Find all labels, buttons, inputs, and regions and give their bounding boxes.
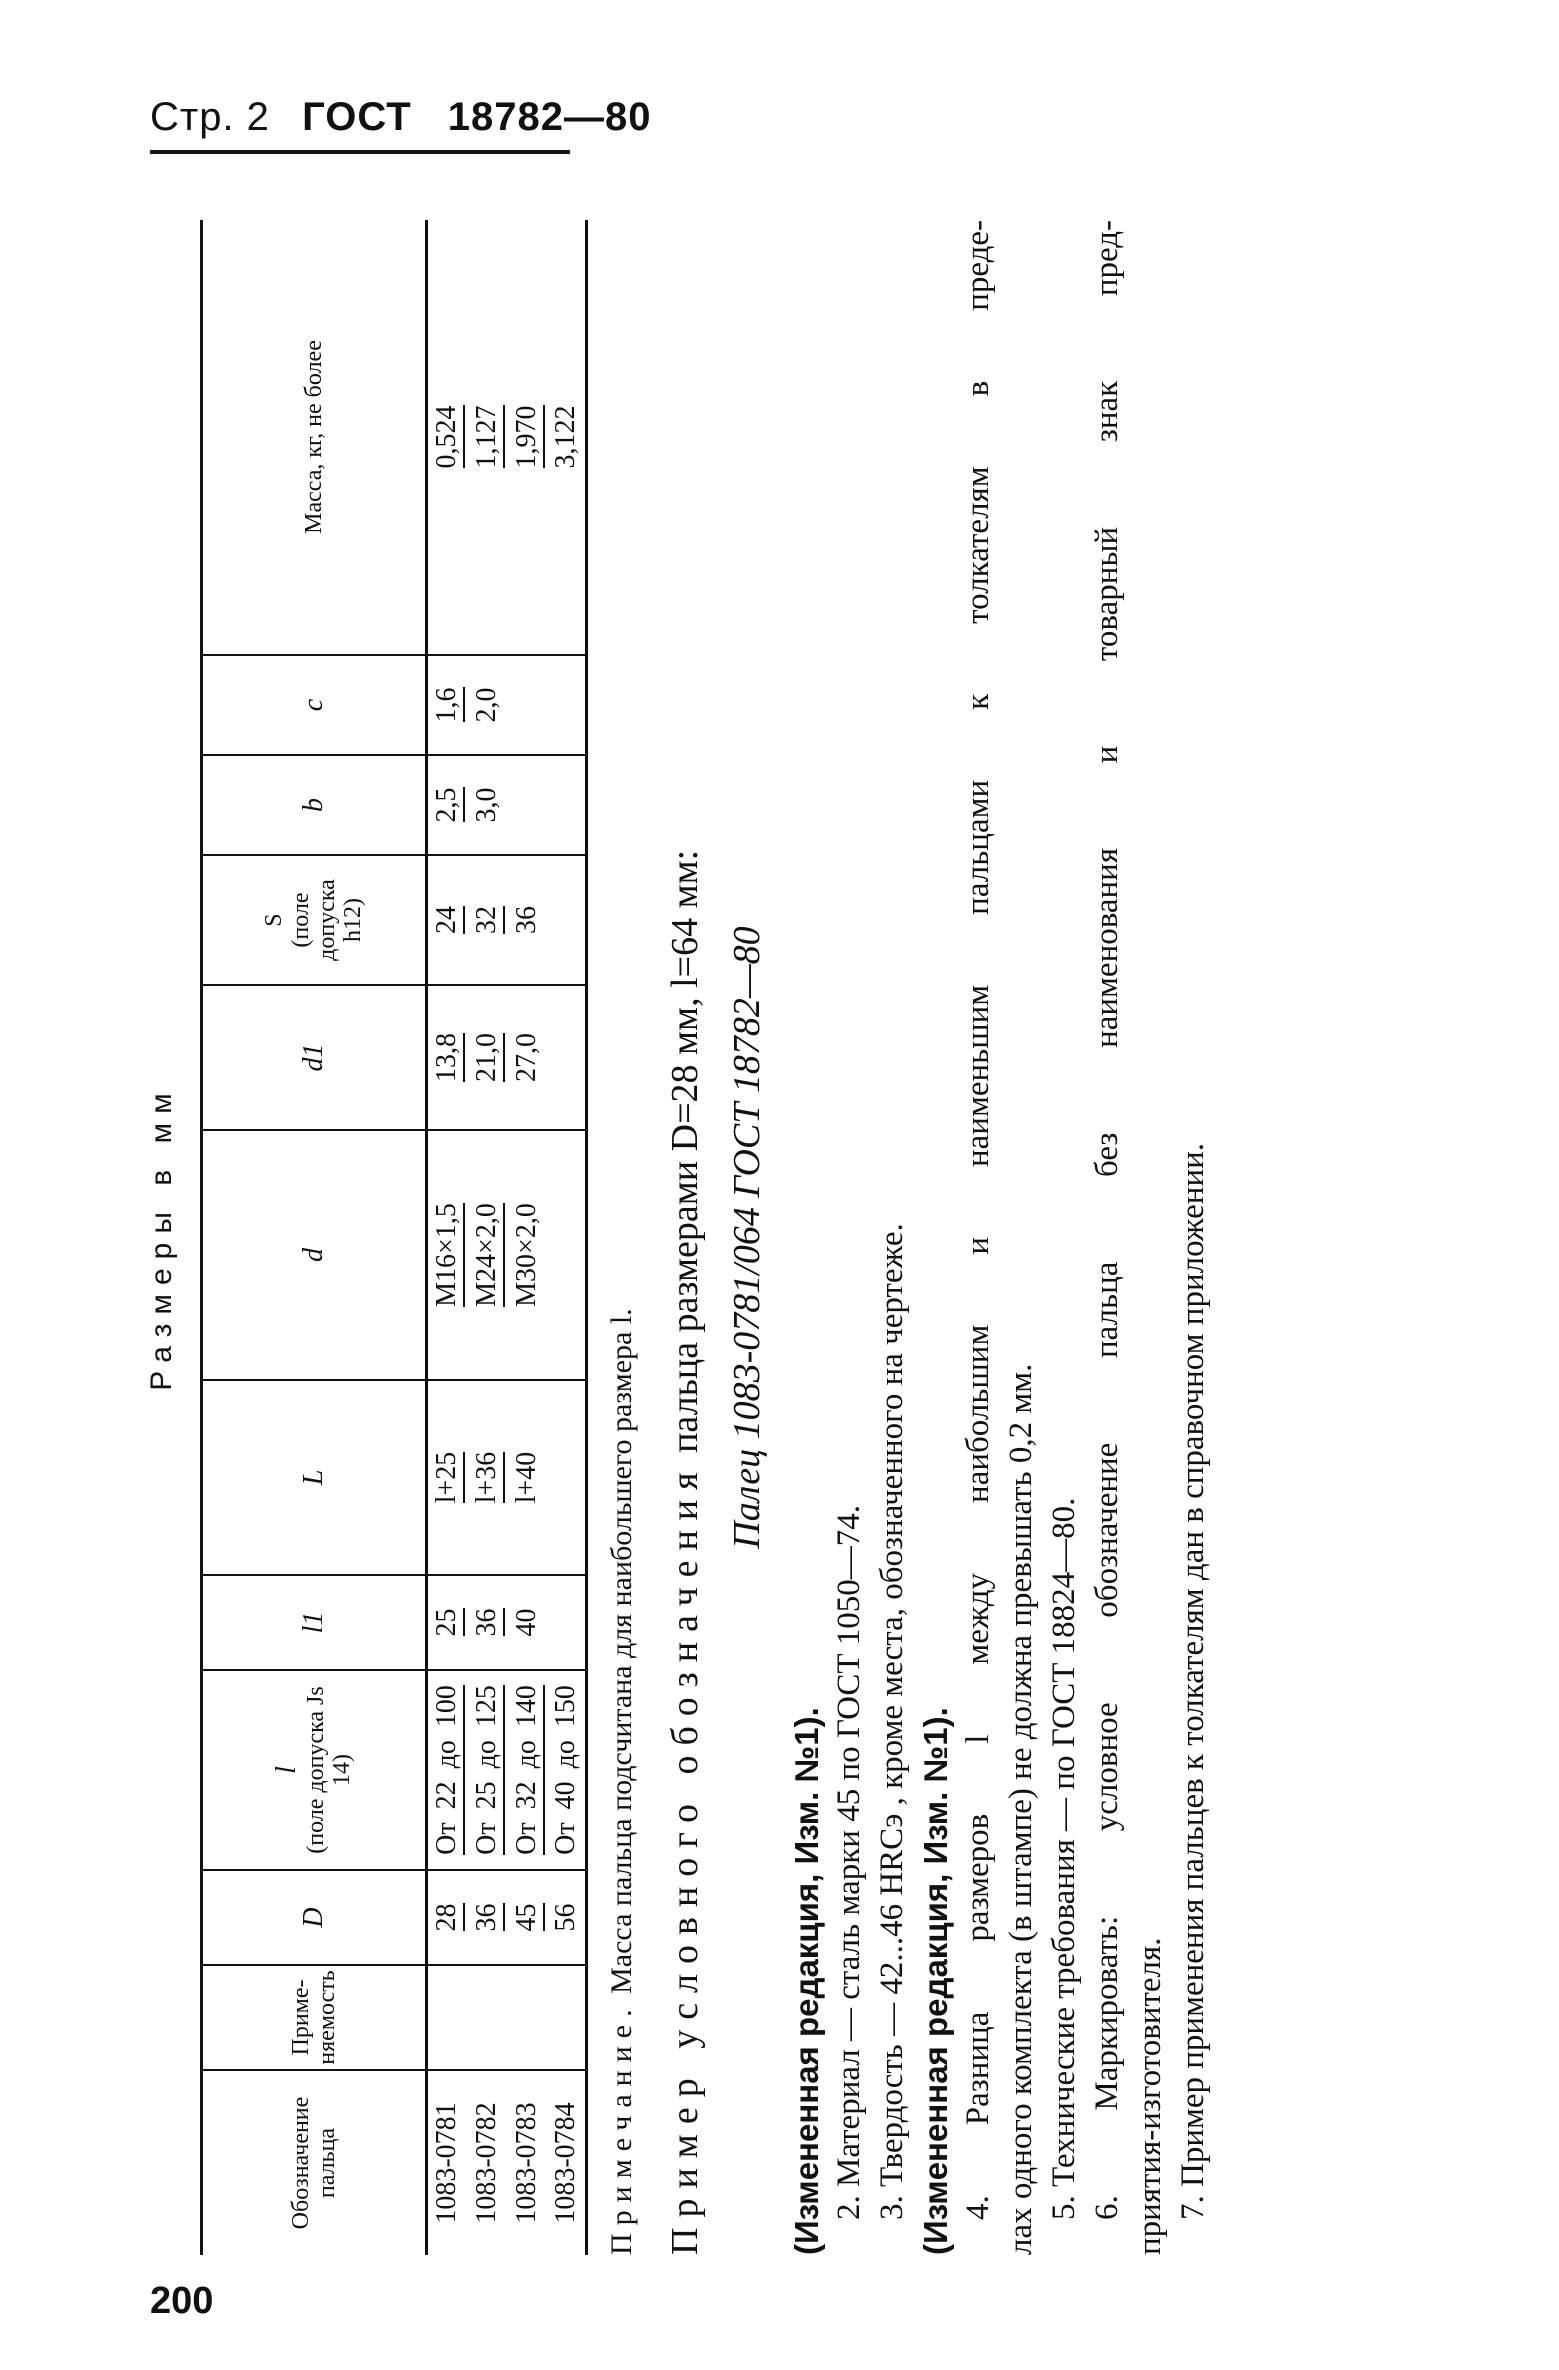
cell-D: 45 bbox=[507, 1870, 547, 1965]
amendment-note: (Измененная редакция, Изм. №1). bbox=[788, 1707, 825, 2255]
col-D: D bbox=[202, 1870, 427, 1965]
cell-l1: 25 bbox=[427, 1575, 467, 1670]
cell-designation: 1083-0784 bbox=[547, 2070, 587, 2255]
cell-D: 36 bbox=[467, 1870, 507, 1965]
table-row bbox=[427, 220, 467, 2255]
col-d1: d1 bbox=[202, 985, 427, 1130]
table-note bbox=[605, 1308, 639, 2255]
cell-b bbox=[547, 755, 587, 855]
cell-applicability bbox=[507, 1965, 547, 2070]
cell-designation: 1083-0783 bbox=[510, 2102, 542, 2224]
cell-d1: 21,0 bbox=[467, 985, 507, 1130]
cell-d1: 13,8 bbox=[427, 985, 467, 1130]
col-d: d bbox=[202, 1130, 427, 1380]
cell-applicability bbox=[547, 1965, 587, 2070]
col-S: S (поле допуска h12) bbox=[202, 855, 427, 985]
rotated-content bbox=[145, 220, 1285, 2255]
example-line bbox=[663, 850, 707, 2255]
cell-d1 bbox=[547, 985, 587, 1130]
sizes-caption: Размеры в мм bbox=[145, 1084, 178, 1391]
page-number: 200 bbox=[150, 2280, 214, 2322]
cell-l-range: От 25 до 125 bbox=[467, 1670, 507, 1870]
cell-applicability bbox=[467, 1965, 507, 2070]
cell-D: 56 bbox=[547, 1870, 587, 1965]
page-header bbox=[150, 95, 652, 140]
cell-d: М30×2,0 bbox=[507, 1130, 547, 1380]
cell-l1 bbox=[547, 1575, 587, 1670]
example-text: пальца размерами D=28 мм, l=64 мм: bbox=[664, 849, 706, 1453]
table-header-row bbox=[202, 220, 427, 2255]
cell-c bbox=[547, 655, 587, 755]
cell-c: 1,6 bbox=[427, 655, 467, 755]
cell-D: 28 bbox=[427, 1870, 467, 1965]
col-applicability: Применяемость bbox=[202, 1965, 427, 2070]
cell-S: 32 bbox=[467, 855, 507, 985]
col-l1: l1 bbox=[202, 1575, 427, 1670]
note-label: Примечание. bbox=[605, 2001, 638, 2255]
designation-example: Палец 1083-0781/064 ГОСТ 18782—80 bbox=[726, 926, 768, 1549]
cell-c bbox=[507, 655, 547, 755]
col-c: c bbox=[202, 655, 427, 755]
table-row bbox=[507, 220, 547, 2255]
cell-designation: 1083-0782 bbox=[470, 2102, 502, 2224]
cell-l1: 36 bbox=[467, 1575, 507, 1670]
cell-S: 36 bbox=[507, 855, 547, 985]
paragraph-technical-requirements: 5. Технические требования — по ГОСТ 18824—80. bbox=[1046, 1497, 1082, 2220]
cell-b: 3,0 bbox=[467, 755, 507, 855]
col-L: L bbox=[202, 1380, 427, 1575]
paragraph-size-difference-cont: лах одного комплекта (в штампе) не должна превышать 0,2 мм. bbox=[1003, 1363, 1039, 2255]
cell-b bbox=[507, 755, 547, 855]
col-mass: Масса, кг, не более bbox=[202, 220, 427, 655]
cell-l-range: От 22 до 100 bbox=[427, 1670, 467, 1870]
header-rule bbox=[150, 150, 570, 154]
page-label: Стр. 2 bbox=[150, 95, 270, 139]
paragraph-hardness: 3. Твердость — 42...46 HRCэ , кроме места, обозначенного на чертеже. bbox=[874, 1223, 910, 2220]
paragraph-size-difference: 4. Разница размеров l между наибольшим и наименьшим пальцами к толкателям в преде- bbox=[960, 220, 996, 2220]
cell-mass: 3,122 bbox=[547, 220, 587, 655]
paragraph-material: 2. Материал — сталь марки 45 по ГОСТ 1050—74. bbox=[831, 1504, 867, 2220]
cell-L: l+25 bbox=[427, 1380, 467, 1575]
standard-number: 18782—80 bbox=[447, 95, 652, 139]
cell-d: М24×2,0 bbox=[467, 1130, 507, 1380]
cell-d1: 27,0 bbox=[507, 985, 547, 1130]
cell-d: М16×1,5 bbox=[427, 1130, 467, 1380]
cell-applicability bbox=[427, 1965, 467, 2070]
cell-b: 2,5 bbox=[427, 755, 467, 855]
paragraph-marking-cont: приятия-изготовителя. bbox=[1132, 1937, 1168, 2255]
paragraph-marking: 6. Маркировать: условное обозначение пальца без наименования и товарный знак пред- bbox=[1089, 220, 1125, 2220]
cell-designation: 1083-0781 bbox=[431, 2102, 463, 2224]
cell-mass: 1,127 bbox=[467, 220, 507, 655]
gost-label: ГОСТ bbox=[302, 95, 412, 139]
table-row bbox=[467, 220, 507, 2255]
cell-mass: 0,524 bbox=[427, 220, 467, 655]
col-l: l (поле допуска Js 14) bbox=[202, 1670, 427, 1870]
cell-mass: 1,970 bbox=[507, 220, 547, 655]
amendment-note: (Измененная редакция, Изм. №1). bbox=[917, 1707, 954, 2255]
note-text: Масса пальца подсчитана для наибольшего размера l. bbox=[605, 1308, 638, 1994]
cell-S bbox=[547, 855, 587, 985]
example-label: Пример условного обозначения bbox=[664, 1462, 706, 2255]
cell-L bbox=[547, 1380, 587, 1575]
cell-d bbox=[547, 1130, 587, 1380]
cell-L: l+40 bbox=[507, 1380, 547, 1575]
cell-c: 2,0 bbox=[467, 655, 507, 755]
requirements-text bbox=[785, 220, 1215, 2255]
table-row bbox=[547, 220, 587, 2255]
cell-l-range: От 32 до 140 bbox=[507, 1670, 547, 1870]
paragraph-application-example: 7. Пример применения пальцев к толкателям дан в справочном приложении. bbox=[1175, 1142, 1211, 2220]
col-designation: Обозначение пальца bbox=[202, 2070, 427, 2255]
col-b: b bbox=[202, 755, 427, 855]
cell-l-range: От 40 до 150 bbox=[547, 1670, 587, 1870]
cell-l1: 40 bbox=[507, 1575, 547, 1670]
dimensions-table bbox=[200, 220, 588, 2255]
cell-S: 24 bbox=[427, 855, 467, 985]
cell-L: l+36 bbox=[467, 1380, 507, 1575]
